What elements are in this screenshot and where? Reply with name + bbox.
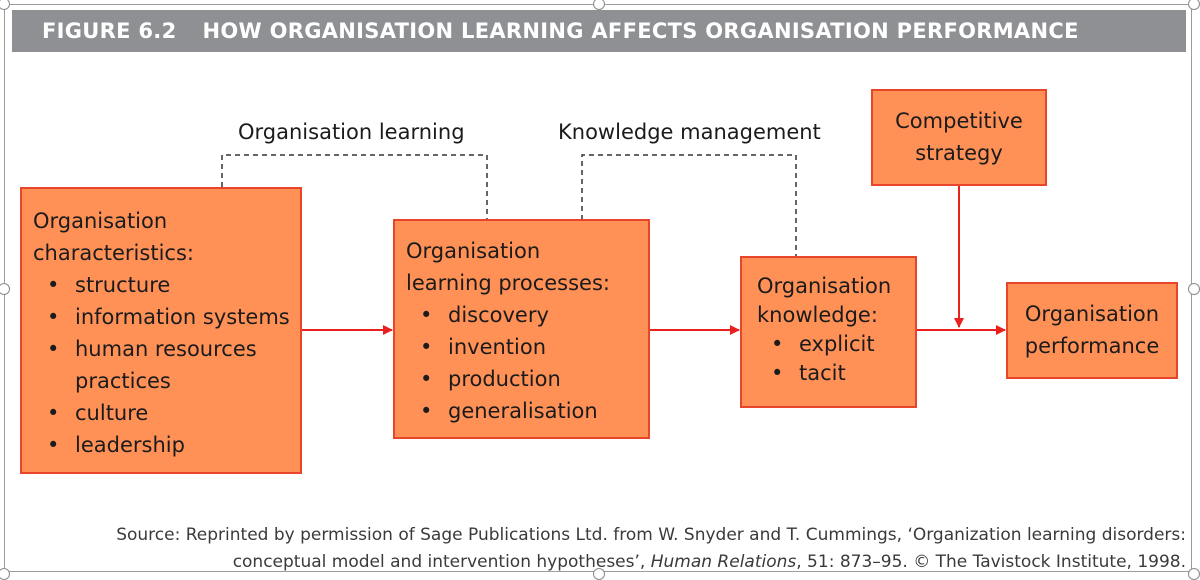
source-text: , 51: 873–95. © The Tavistock Institute, 1998. [796,552,1186,572]
list-item: • information systems [33,301,300,333]
journal-name: Human Relations [650,552,797,572]
list-item: • human resources practices [33,333,275,397]
list-item: • generalisation [406,395,648,427]
list-item: • structure [33,269,300,301]
box-heading: knowledge: [757,303,878,327]
knowledge-management-label: Knowledge management [558,120,821,144]
list-item: • discovery [406,299,648,331]
characteristics-list [33,269,300,461]
figure-number: FIGURE 6.2 [42,19,177,43]
list-item: • leadership [33,429,300,461]
organisation-learning-label: Organisation learning [238,120,465,144]
box-line: strategy [915,141,1003,165]
source-line-1: Source: Reprinted by permission of Sage Publications Ltd. from W. Snyder and T. Cummings, ‘Organization learning disorders: [116,525,1186,545]
organisation-learning-processes-box [393,219,650,439]
figure-title: HOW ORGANISATION LEARNING AFFECTS ORGANISATION PERFORMANCE [202,19,1079,43]
box-heading: characteristics: [33,241,194,265]
source-line-2 [116,549,1186,576]
list-item: • culture [33,397,300,429]
list-item: • production [406,363,648,395]
competitive-strategy-box [871,89,1047,186]
box-heading: Organisation [33,209,168,233]
box-heading: learning processes: [406,271,610,295]
organisation-characteristics-box [20,187,302,474]
organisation-performance-box [1006,282,1178,379]
source-text: conceptual model and intervention hypotheses’, [232,552,651,572]
box-heading: Organisation [757,274,892,298]
box-line: Competitive [895,109,1023,133]
box-heading: Organisation [406,239,541,263]
source-citation [116,522,1186,576]
list-item: • invention [406,331,648,363]
knowledge-list [757,330,915,388]
list-item: • tacit [757,359,915,388]
box-line: Organisation [1024,302,1160,326]
organisation-knowledge-box [740,256,917,408]
list-item: • explicit [757,330,915,359]
learning-processes-list [406,299,648,427]
box-line: performance [1024,334,1160,358]
